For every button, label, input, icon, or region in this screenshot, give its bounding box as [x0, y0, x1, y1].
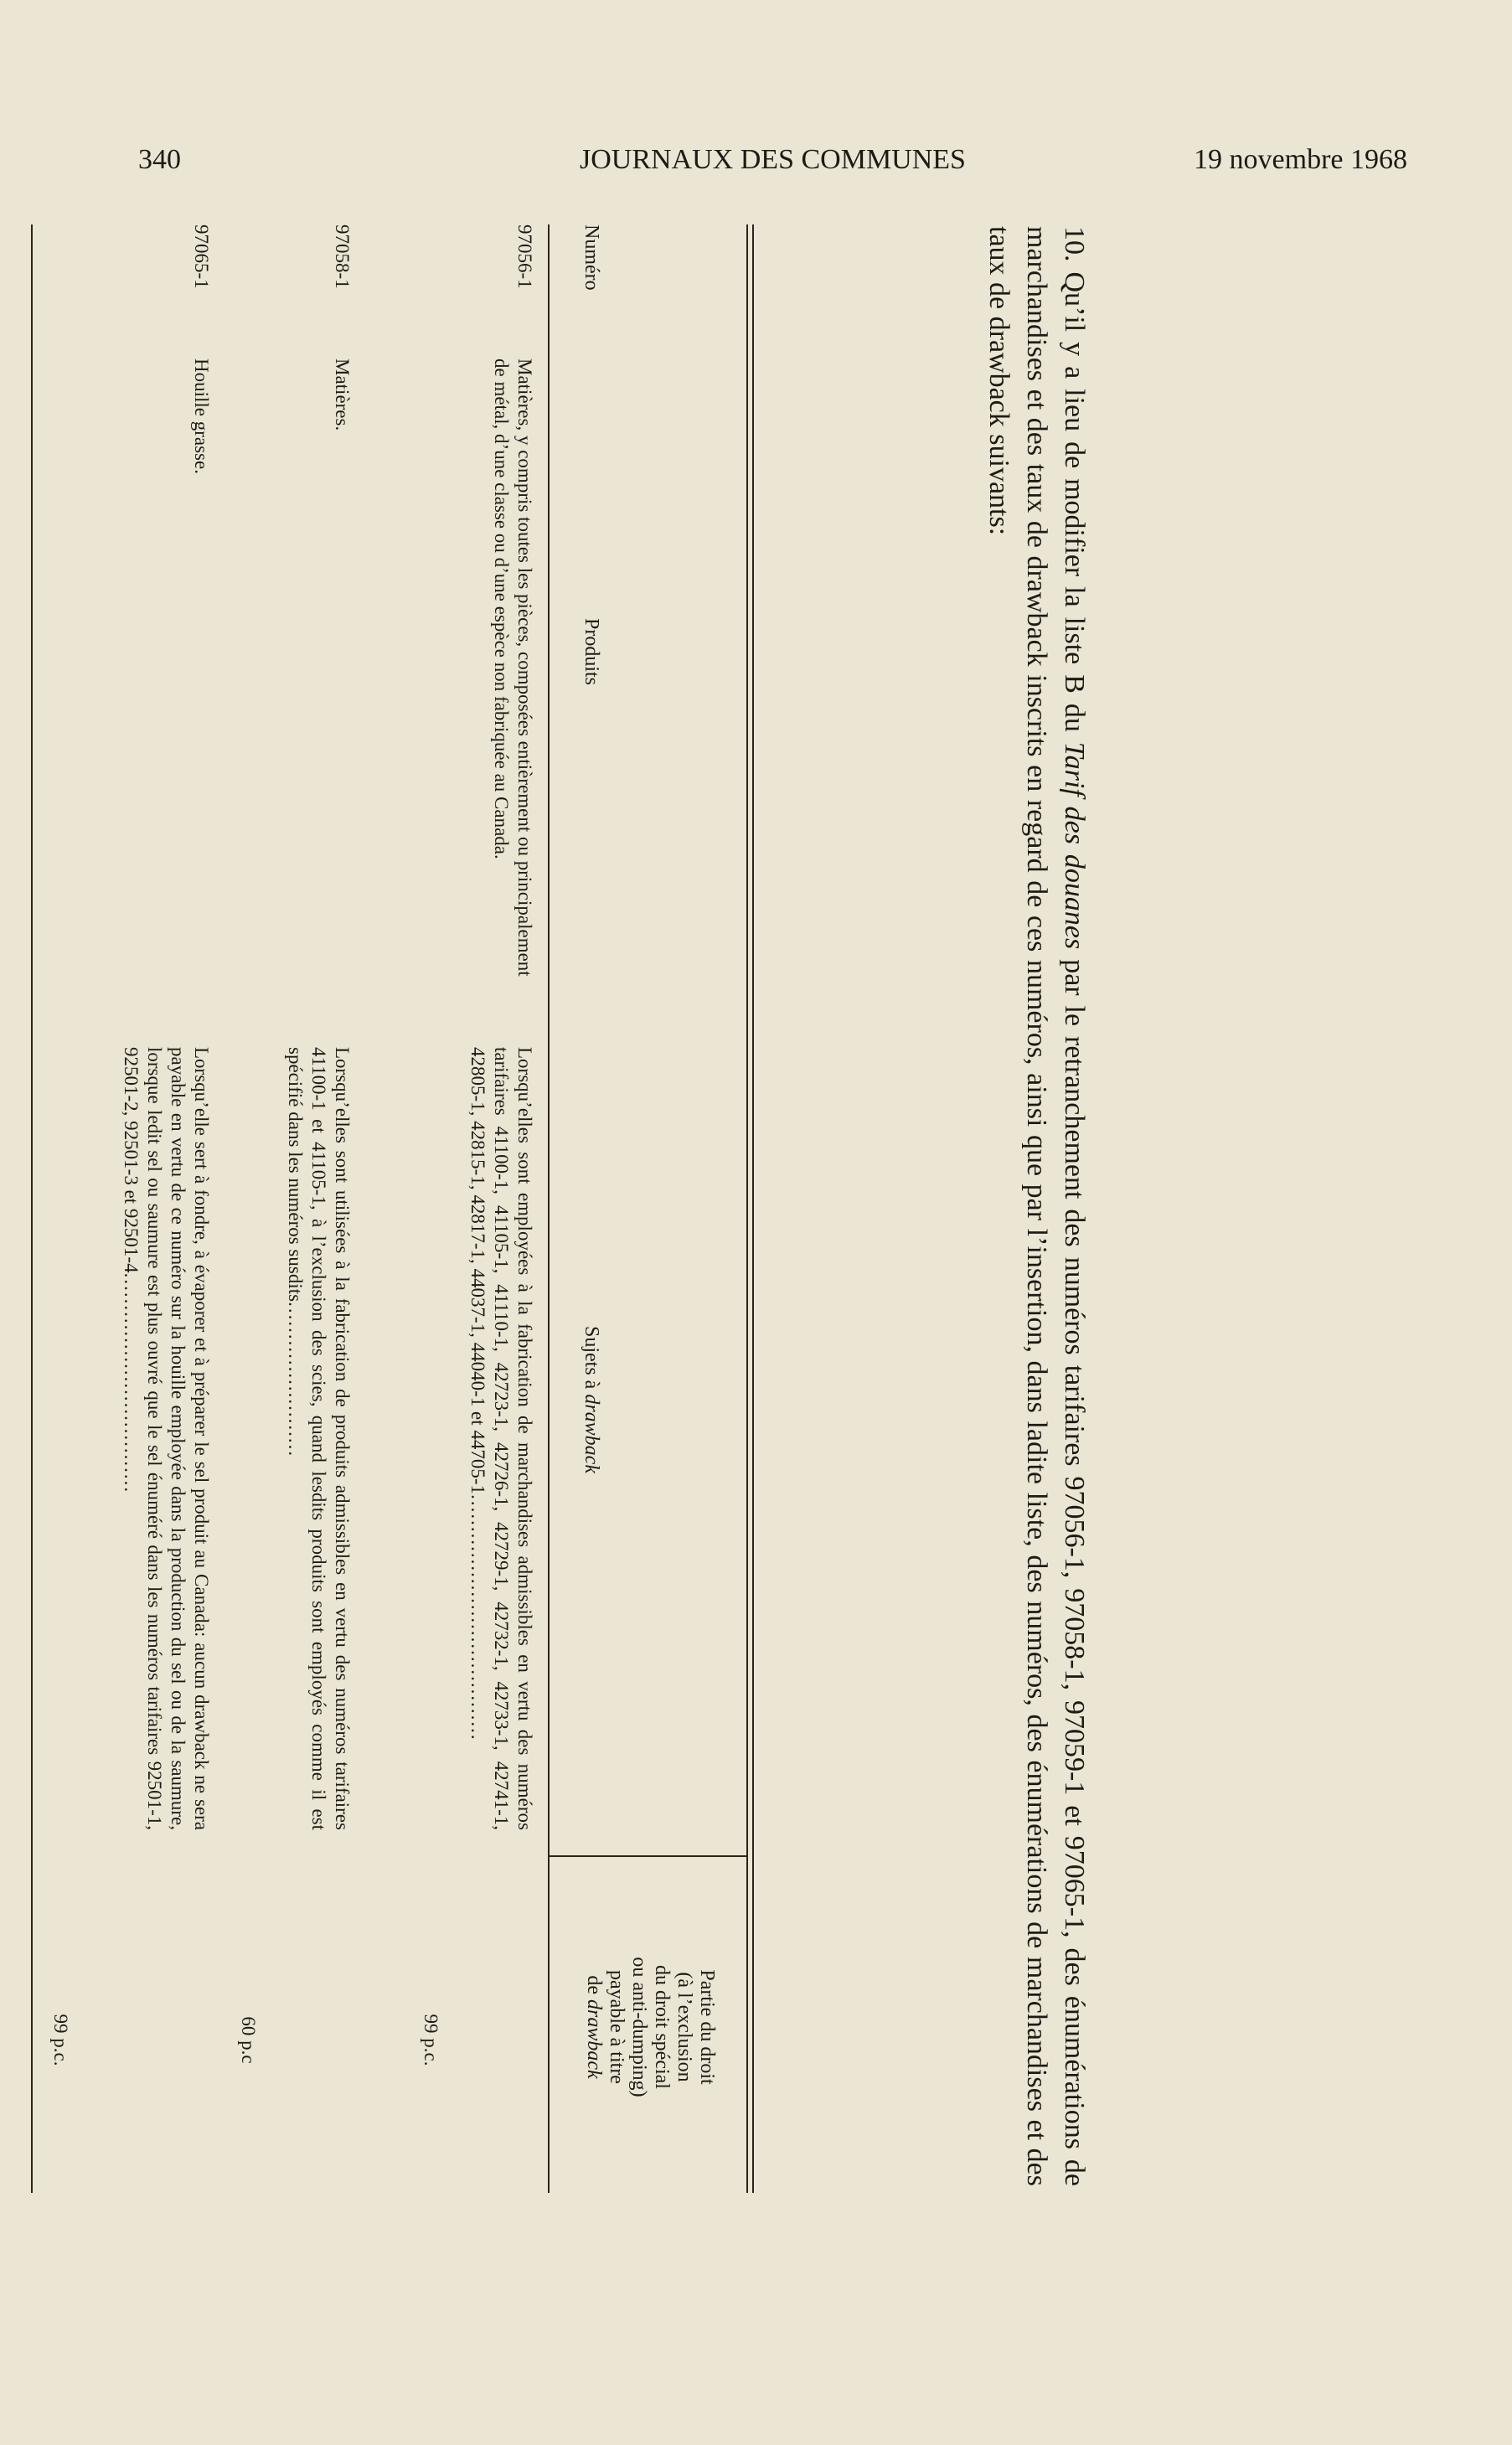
header-partie-line3: du droit spécial [651, 1965, 673, 2089]
column-separator [550, 1855, 746, 1857]
table-row [213, 224, 353, 2193]
header-partie-line1: Partie du droit [696, 1969, 718, 2085]
header-sujets-italic: drawback [581, 1394, 602, 1473]
header-partie-line5: payable à titre [606, 1970, 627, 2084]
row-partie-value: 60 p.c [238, 2016, 259, 2064]
rotated-content [50, 224, 1122, 2193]
row-partie-value: 99 p.c. [50, 2014, 71, 2066]
header-sujets-text: Sujets à [581, 1326, 602, 1395]
table-row [353, 224, 536, 2193]
intro-paragraph [980, 226, 1093, 2186]
row-sujets-text: Lorsqu’elles sont utilisées à la fabrication de produits admissibles en vertu des numéros tarifaires 41100-1 et 41105-1, à l’exclusion des scies, quand lesdits produits sont employés comme il est spécifié dans les numéros susdits [285, 1047, 353, 1830]
row-leader-dots: ...................................... [467, 1494, 488, 1741]
intro-text-start: 10. Qu’il y a lieu de modifier la liste B du [1059, 226, 1090, 742]
row-numero: 97065-1 [191, 224, 212, 289]
header-partie-drawback: drawback [583, 1999, 605, 2079]
row-produit: Matières, y compris toutes les pièces, composées entièrement ou principalement de métal, d’une classe ou d’une espèce non fabriquée au Canada. [491, 358, 535, 977]
header-numero: Numéro [581, 224, 602, 291]
table-header [550, 224, 746, 2193]
row-numero: 97058-1 [332, 224, 353, 289]
row-partie-value: 99 p.c. [421, 2014, 441, 2066]
row-leader-dots: .................................. [121, 1272, 142, 1494]
journal-title: JOURNAUX DES COMMUNES [580, 144, 966, 175]
page-number: 340 [138, 144, 181, 175]
row-sujets-text: Lorsqu’elles sont employées à la fabrication de marchandises admissibles en vertu des numéros tarifaires 41100-1, 41105-1, 41110-1, 42723-1, 42726-1, 42729-1, 42732-1, 42733-1, 42741-1, 42805-1, 42815-1, 42817-1, 44037-1, 44040-1 et 44705-1 [467, 1047, 535, 1830]
row-sujets-text: Lorsqu’elle sert à fondre, à évaporer et à préparer le sel produit au Canada: aucun drawback ne sera payable en vertu de ce numéro sur la houille employée dans la production du sel ou de la saumure, lorsque ledit sel ou saumure est plus ouvré que le sel énuméré dans les numéros tarifaires 92501-1, 92501-2, 92501-3 et 92501-4 [121, 1047, 212, 1830]
row-produit: Matières. [332, 358, 353, 431]
page-date: 19 novembre 1968 [1194, 144, 1407, 175]
header-partie-line6 [582, 1868, 605, 2186]
header-partie [582, 1868, 718, 2186]
table-row [33, 224, 213, 2193]
header-partie-line2: (à l’exclusion [673, 1972, 695, 2082]
intro-text-end: par le retranchement des numéros tarifaires 97056-1, 97058-1, 97059-1 et 97065-1, des énumérations de marchandises et des taux de drawback inscrits en regard de ces numéros, ainsi que par l’insertion, dans ladite liste, des numéros, des énumérations de marchandises et des taux de drawback suivants: [983, 226, 1090, 2187]
header-sujets [580, 1326, 602, 1473]
tariff-name: Tarif des douanes [1059, 741, 1090, 950]
row-numero: 97056-1 [514, 224, 535, 289]
header-partie-line4: ou anti-dumping) [628, 1957, 650, 2097]
row-produit: Houille grasse. [191, 358, 212, 474]
page-header [138, 144, 1407, 186]
row-leader-dots: ........................ [285, 1302, 306, 1458]
drawback-table [31, 224, 754, 2193]
table-top-rule [746, 224, 754, 2193]
header-partie-de: de [583, 1975, 605, 1999]
row-sujets [119, 1047, 213, 1830]
header-produits: Produits [581, 618, 602, 686]
row-sujets [283, 1047, 353, 1830]
row-sujets [466, 1047, 536, 1830]
